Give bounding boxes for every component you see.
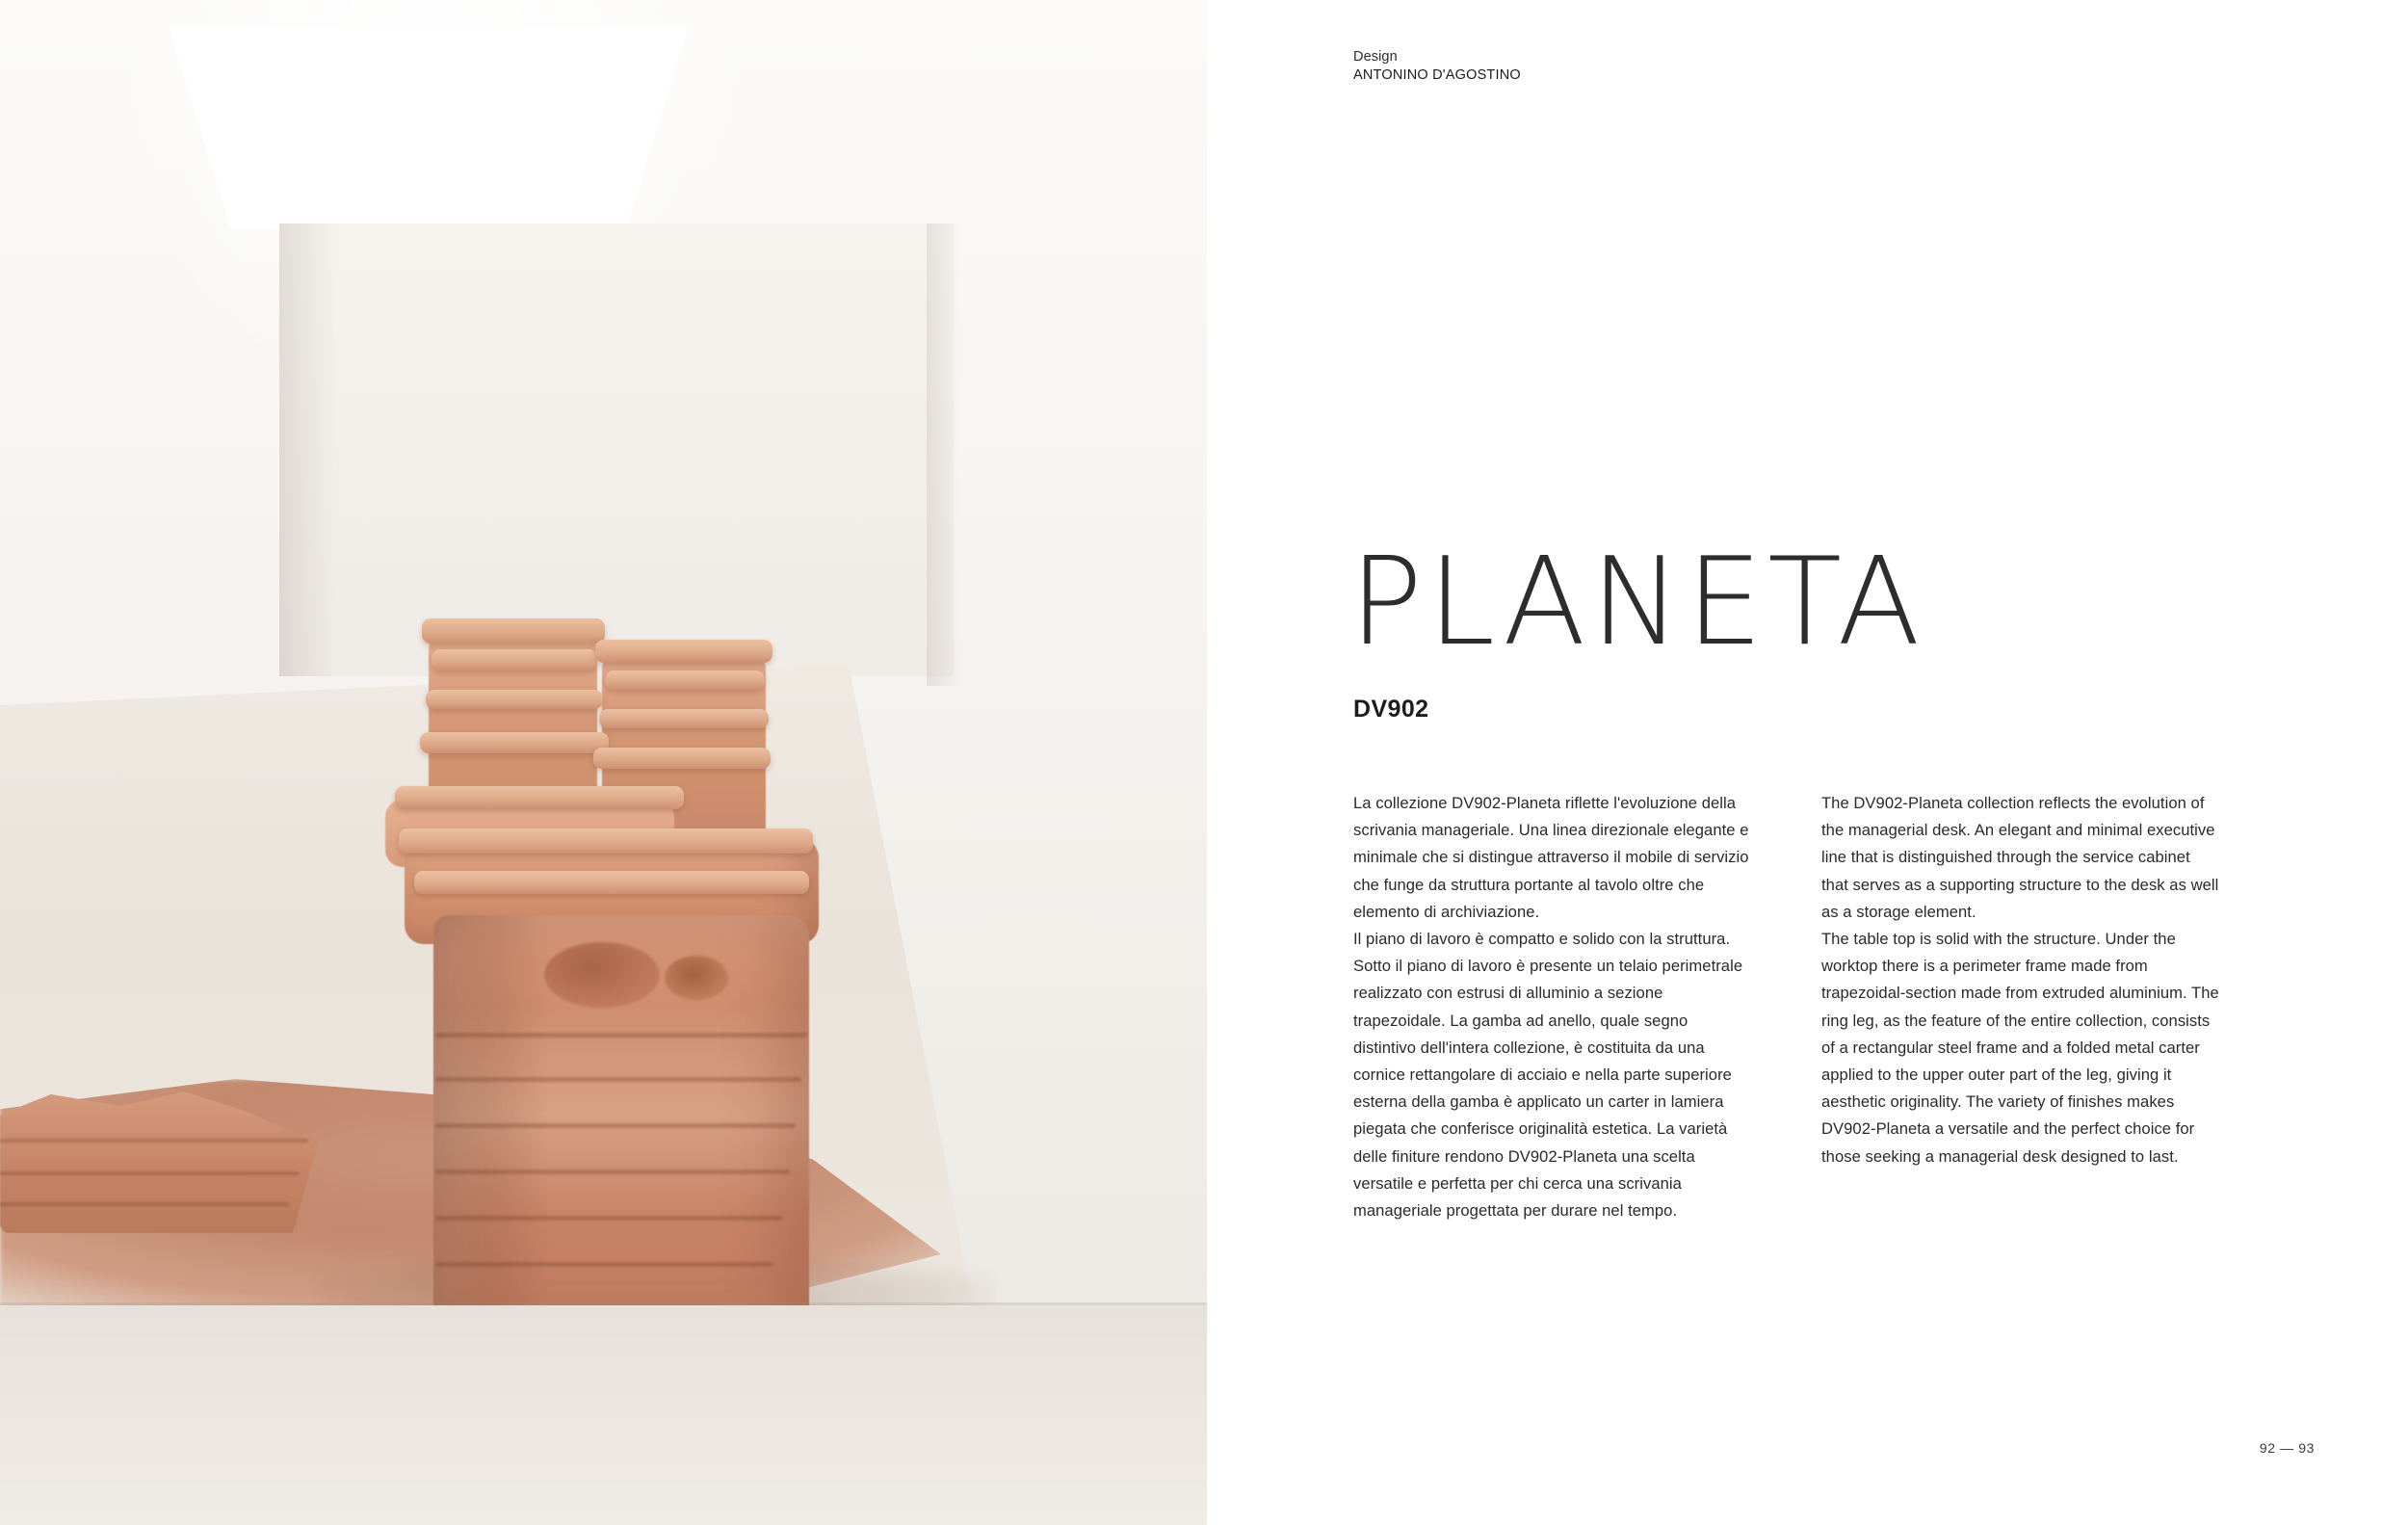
designer-name: ANTONINO D'AGOSTINO: [1353, 67, 1521, 84]
rock-stratum-3: [435, 1123, 796, 1128]
rock-cap-2: [432, 649, 597, 670]
wall-right-edge: [927, 223, 961, 686]
rock-cap-4: [605, 670, 765, 690]
rock-cap-6: [599, 709, 769, 728]
rock-cap-1: [422, 618, 605, 644]
paragraph-it-1: La collezione DV902-Planeta riflette l'evoluzione della scrivania manageriale. Una linea direzionale elegante e minimale che si distingue attraverso il mobile di servizio che funge da struttura portante al tavolo oltre che elemento di archiviazione.: [1353, 794, 1749, 921]
rock-cap-11: [414, 871, 809, 894]
ceiling-light-well: [169, 27, 689, 229]
product-code: DV902: [1353, 696, 1429, 723]
rock-body-shadow: [433, 915, 549, 1329]
design-credit: [1353, 48, 1521, 85]
body-column-english: [1821, 790, 2220, 1224]
rock-cap-3: [595, 640, 772, 663]
paragraph-en-2: The table top is solid with the structure. Under the worktop there is a perimeter frame made from trapezoidal-section made from extruded aluminium. The ring leg, as the feature of the entire collection, consists of a rectangular steel frame and a folded metal carter applied to the upper outer part of the leg, giving it aesthetic originality. The variety of finishes makes DV902-Planeta a versatile and the perfect choice for those seeking a managerial desk designed to last.: [1821, 930, 2219, 1166]
ridge-stratum-3: [0, 1202, 289, 1206]
wall-left-shadow: [279, 223, 337, 676]
right-page-text: [1207, 0, 2408, 1525]
rock-cap-9: [395, 786, 684, 809]
rock-cap-5: [426, 690, 603, 709]
rock-stratum-6: [435, 1262, 772, 1267]
rock-cavity-small: [665, 956, 728, 1000]
rock-stratum-1: [435, 1033, 807, 1038]
page-title: PLANETA: [1349, 531, 1925, 672]
design-label: Design: [1353, 49, 1398, 65]
rock-stratum-5: [435, 1216, 782, 1221]
body-column-italian: [1353, 790, 1752, 1224]
rock-cap-7: [420, 732, 609, 753]
rock-cap-10: [399, 828, 813, 854]
ridge-stratum-2: [0, 1171, 299, 1175]
rock-stratum-4: [435, 1170, 790, 1174]
body-columns: [1353, 790, 2278, 1224]
ridge-stratum-1: [0, 1139, 308, 1143]
rock-cap-8: [593, 748, 771, 769]
paragraph-en-1: The DV902-Planeta collection reflects the evolution of the managerial desk. An elegant and minimal executive line that is distinguished through the service cabinet that serves as a supporting structure to the desk as well as a storage element.: [1821, 794, 2219, 921]
floor-foreground: [0, 1305, 1207, 1525]
paragraph-it-2: Il piano di lavoro è compatto e solido con la struttura. Sotto il piano di lavoro è presente un telaio perimetrale realizzato con estrusi di alluminio a sezione trapezoidale. La gamba ad anello, quale segno distintivo dell'intera collezione, è costituita da una cornice rettangolare di acciaio e nella parte superiore esterna della gamba è applicato un carter in lamiera piegata che conferisce originalità estetica. La varietà delle finiture rendono DV902-Planeta una scelta versatile e perfetta per chi cerca una scrivania manageriale progettata per durare nel tempo.: [1353, 930, 1743, 1221]
page-folio: 92 — 93: [2259, 1440, 2315, 1456]
rock-cavity-large: [544, 942, 660, 1008]
rock-formation: [376, 597, 877, 1310]
rock-stratum-2: [435, 1077, 801, 1082]
